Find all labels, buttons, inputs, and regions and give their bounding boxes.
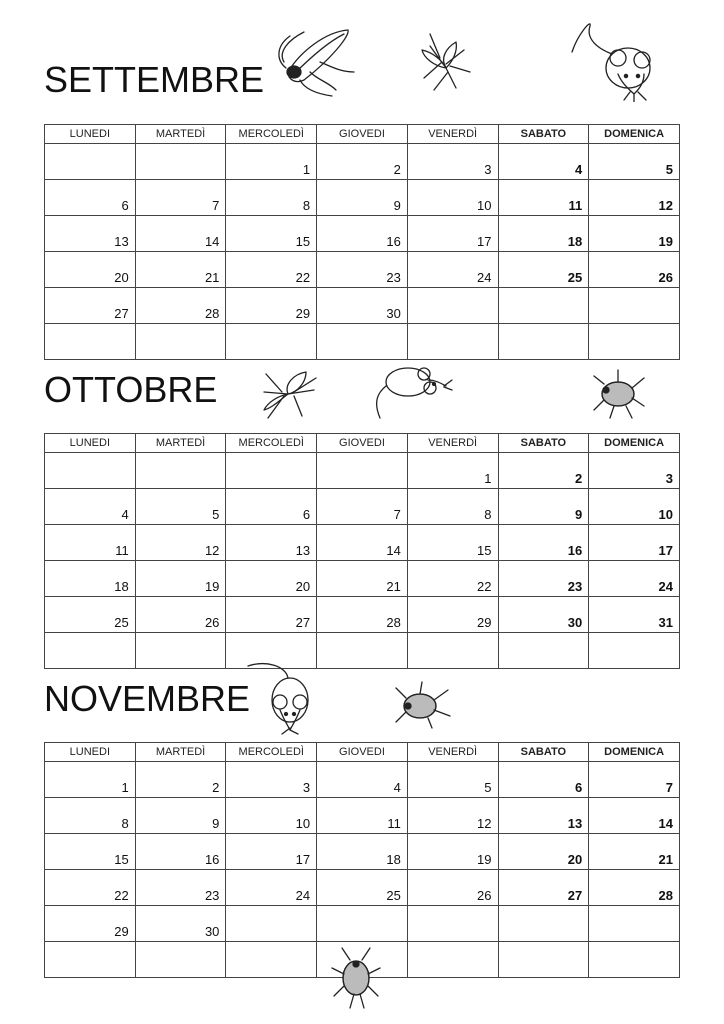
day-cell [317, 906, 408, 942]
day-cell: 22 [407, 561, 498, 597]
day-cell: 23 [498, 561, 589, 597]
day-cell: 14 [135, 216, 226, 252]
day-cell: 7 [589, 762, 680, 798]
day-cell: 1 [407, 453, 498, 489]
day-cell [226, 324, 317, 360]
day-cell [317, 453, 408, 489]
day-cell [135, 633, 226, 669]
stink-bug-icon [328, 946, 384, 1010]
cockroach-icon [270, 22, 360, 102]
day-cell: 18 [317, 834, 408, 870]
weekday-header: DOMENICA [589, 434, 680, 453]
weekday-header: LUNEDI [45, 125, 136, 144]
day-cell: 3 [407, 144, 498, 180]
day-cell: 16 [498, 525, 589, 561]
day-cell: 27 [226, 597, 317, 633]
week-row [45, 144, 680, 180]
day-cell: 16 [317, 216, 408, 252]
day-cell: 28 [589, 870, 680, 906]
day-cell: 10 [407, 180, 498, 216]
day-cell: 18 [498, 216, 589, 252]
day-cell [226, 942, 317, 978]
day-cell [407, 942, 498, 978]
weekday-header-row [45, 434, 680, 453]
day-cell: 22 [45, 870, 136, 906]
day-cell: 19 [407, 834, 498, 870]
mouse-icon [568, 14, 664, 102]
day-cell [135, 453, 226, 489]
weekday-header: MERCOLEDÌ [226, 743, 317, 762]
day-cell: 21 [135, 252, 226, 288]
day-cell: 8 [407, 489, 498, 525]
day-cell: 20 [498, 834, 589, 870]
day-cell: 1 [45, 762, 136, 798]
day-cell: 30 [317, 288, 408, 324]
day-cell: 26 [407, 870, 498, 906]
day-cell: 3 [589, 453, 680, 489]
day-cell: 12 [407, 798, 498, 834]
month-title-settembre: SETTEMBRE [44, 59, 265, 100]
week-row [45, 489, 680, 525]
day-cell: 11 [317, 798, 408, 834]
day-cell: 14 [589, 798, 680, 834]
day-cell: 17 [226, 834, 317, 870]
day-cell: 23 [135, 870, 226, 906]
day-cell: 15 [407, 525, 498, 561]
day-cell: 24 [407, 252, 498, 288]
day-cell: 29 [226, 288, 317, 324]
day-cell [407, 906, 498, 942]
day-cell: 4 [317, 762, 408, 798]
day-cell: 13 [226, 525, 317, 561]
day-cell: 18 [45, 561, 136, 597]
calendar-novembre [44, 742, 680, 978]
day-cell: 9 [317, 180, 408, 216]
weekday-header: GIOVEDI [317, 743, 408, 762]
day-cell [45, 633, 136, 669]
weekday-header: GIOVEDI [317, 434, 408, 453]
day-cell: 5 [135, 489, 226, 525]
day-cell [407, 324, 498, 360]
day-cell [498, 288, 589, 324]
day-cell: 25 [317, 870, 408, 906]
day-cell: 2 [135, 762, 226, 798]
day-cell [135, 324, 226, 360]
weekday-header: SABATO [498, 125, 589, 144]
day-cell: 28 [317, 597, 408, 633]
week-row [45, 216, 680, 252]
week-row [45, 870, 680, 906]
day-cell: 20 [226, 561, 317, 597]
day-cell [226, 453, 317, 489]
day-cell [589, 324, 680, 360]
day-cell: 12 [135, 525, 226, 561]
day-cell [317, 324, 408, 360]
day-cell: 11 [45, 525, 136, 561]
week-row [45, 453, 680, 489]
mosquito-icon [412, 28, 474, 98]
day-cell: 2 [498, 453, 589, 489]
day-cell: 21 [317, 561, 408, 597]
day-cell [45, 324, 136, 360]
weekday-header: VENERDÌ [407, 743, 498, 762]
stink-bug-icon [588, 366, 648, 420]
day-cell [45, 942, 136, 978]
weekday-header-row [45, 125, 680, 144]
day-cell: 5 [589, 144, 680, 180]
day-cell: 27 [498, 870, 589, 906]
day-cell: 9 [498, 489, 589, 525]
week-row [45, 525, 680, 561]
day-cell: 6 [45, 180, 136, 216]
day-cell [498, 633, 589, 669]
day-cell: 7 [317, 489, 408, 525]
day-cell: 10 [589, 489, 680, 525]
mosquito-icon [254, 364, 320, 420]
week-row [45, 906, 680, 942]
weekday-header: SABATO [498, 743, 589, 762]
day-cell: 19 [135, 561, 226, 597]
month-title-ottobre: OTTOBRE [44, 369, 218, 410]
day-cell [45, 453, 136, 489]
week-row [45, 324, 680, 360]
day-cell: 16 [135, 834, 226, 870]
day-cell: 13 [45, 216, 136, 252]
day-cell: 10 [226, 798, 317, 834]
weekday-header: GIOVEDI [317, 125, 408, 144]
weekday-header: DOMENICA [589, 743, 680, 762]
day-cell: 8 [226, 180, 317, 216]
day-cell [407, 288, 498, 324]
day-cell: 30 [135, 906, 226, 942]
day-cell: 5 [407, 762, 498, 798]
day-cell: 17 [589, 525, 680, 561]
day-cell [45, 144, 136, 180]
day-cell: 19 [589, 216, 680, 252]
day-cell: 28 [135, 288, 226, 324]
weekday-header-row [45, 743, 680, 762]
day-cell [135, 942, 226, 978]
day-cell: 17 [407, 216, 498, 252]
calendar-ottobre [44, 433, 680, 669]
day-cell [589, 288, 680, 324]
weekday-header: MARTEDÌ [135, 125, 226, 144]
weekday-header: LUNEDI [45, 743, 136, 762]
weekday-header: DOMENICA [589, 125, 680, 144]
day-cell [407, 633, 498, 669]
week-row [45, 252, 680, 288]
day-cell: 24 [226, 870, 317, 906]
day-cell: 4 [498, 144, 589, 180]
day-cell: 26 [135, 597, 226, 633]
day-cell: 22 [226, 252, 317, 288]
day-cell: 26 [589, 252, 680, 288]
week-row [45, 762, 680, 798]
week-row [45, 288, 680, 324]
weekday-header: VENERDÌ [407, 125, 498, 144]
week-row [45, 798, 680, 834]
day-cell: 31 [589, 597, 680, 633]
week-row [45, 834, 680, 870]
day-cell: 2 [317, 144, 408, 180]
week-row [45, 597, 680, 633]
day-cell: 25 [498, 252, 589, 288]
day-cell: 1 [226, 144, 317, 180]
day-cell [135, 144, 226, 180]
week-row [45, 561, 680, 597]
day-cell: 29 [45, 906, 136, 942]
day-cell: 8 [45, 798, 136, 834]
day-cell: 3 [226, 762, 317, 798]
weekday-header: MERCOLEDÌ [226, 434, 317, 453]
day-cell: 20 [45, 252, 136, 288]
day-cell: 29 [407, 597, 498, 633]
weekday-header: SABATO [498, 434, 589, 453]
day-cell: 30 [498, 597, 589, 633]
week-row [45, 180, 680, 216]
day-cell: 25 [45, 597, 136, 633]
day-cell: 11 [498, 180, 589, 216]
day-cell: 6 [226, 489, 317, 525]
day-cell: 21 [589, 834, 680, 870]
day-cell [589, 906, 680, 942]
calendar-settembre [44, 124, 680, 360]
day-cell [589, 633, 680, 669]
stink-bug-icon [392, 680, 452, 730]
day-cell [498, 906, 589, 942]
day-cell [317, 633, 408, 669]
weekday-header: LUNEDI [45, 434, 136, 453]
day-cell [589, 942, 680, 978]
day-cell [226, 906, 317, 942]
day-cell: 23 [317, 252, 408, 288]
day-cell: 15 [45, 834, 136, 870]
weekday-header: VENERDÌ [407, 434, 498, 453]
day-cell: 7 [135, 180, 226, 216]
day-cell: 4 [45, 489, 136, 525]
day-cell: 27 [45, 288, 136, 324]
mouse-icon [246, 656, 318, 736]
day-cell: 15 [226, 216, 317, 252]
month-title-novembre: NOVEMBRE [44, 678, 251, 719]
day-cell: 12 [589, 180, 680, 216]
weekday-header: MARTEDÌ [135, 743, 226, 762]
day-cell [498, 324, 589, 360]
day-cell: 6 [498, 762, 589, 798]
day-cell [498, 942, 589, 978]
day-cell: 9 [135, 798, 226, 834]
weekday-header: MERCOLEDÌ [226, 125, 317, 144]
day-cell: 13 [498, 798, 589, 834]
week-row [45, 633, 680, 669]
mouse-icon [370, 360, 454, 422]
day-cell: 24 [589, 561, 680, 597]
day-cell: 14 [317, 525, 408, 561]
weekday-header: MARTEDÌ [135, 434, 226, 453]
